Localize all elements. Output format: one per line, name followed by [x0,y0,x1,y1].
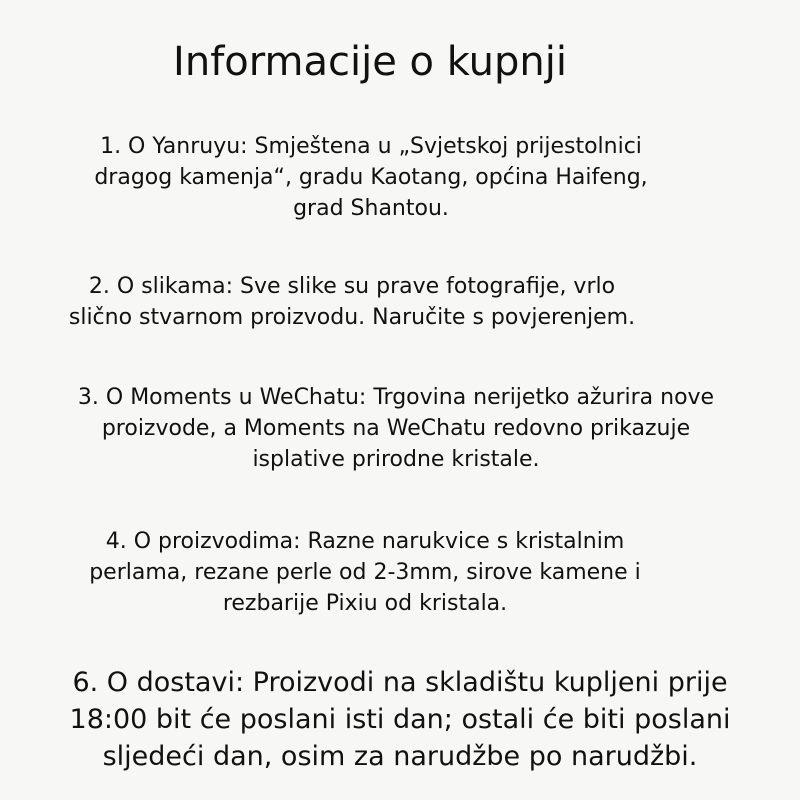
section-line: dragog kamenja“, gradu Kaotang, općina Haifeng, [94,165,648,190]
section-line: 6. O dostavi: Proizvodi na skladištu kupljeni prije [72,667,728,698]
section-line: rezbarije Pixiu od kristala. [222,591,508,616]
section-about-images [0,271,704,333]
section-line: 2. O slikama: Sve slike su prave fotografije, vrlo [88,274,616,299]
section-about-delivery [0,664,800,775]
section-about-yanruyu [0,131,742,224]
section-line: perlama, rezane perle od 2-3mm, sirove kamene i [89,560,641,585]
page-title: Informacije o kupnji [173,39,567,85]
section-line: 18:00 bit će poslani isti dan; ostali će biti poslani [69,704,731,735]
section-line: grad Shantou. [293,196,449,221]
section-line: 4. O proizvodima: Razne narukvice s kristalnim [105,529,625,554]
section-line: sljedeći dan, osim za narudžbe po narudžbi. [102,741,698,772]
section-line: slično stvarnom proizvodu. Naručite s povjerenjem. [68,305,636,330]
section-line: 1. O Yanruyu: Smještena u „Svjetskoj prijestolnici [100,134,642,159]
section-line: 3. O Moments u WeChatu: Trgovina nerijetko ažurira nove [77,385,715,410]
section-line: isplative prirodne kristale. [252,447,540,472]
section-line: proizvode, a Moments na WeChatu redovno prikazuje [101,416,691,441]
section-about-wechat-moments [0,382,792,475]
section-about-products [0,526,730,619]
